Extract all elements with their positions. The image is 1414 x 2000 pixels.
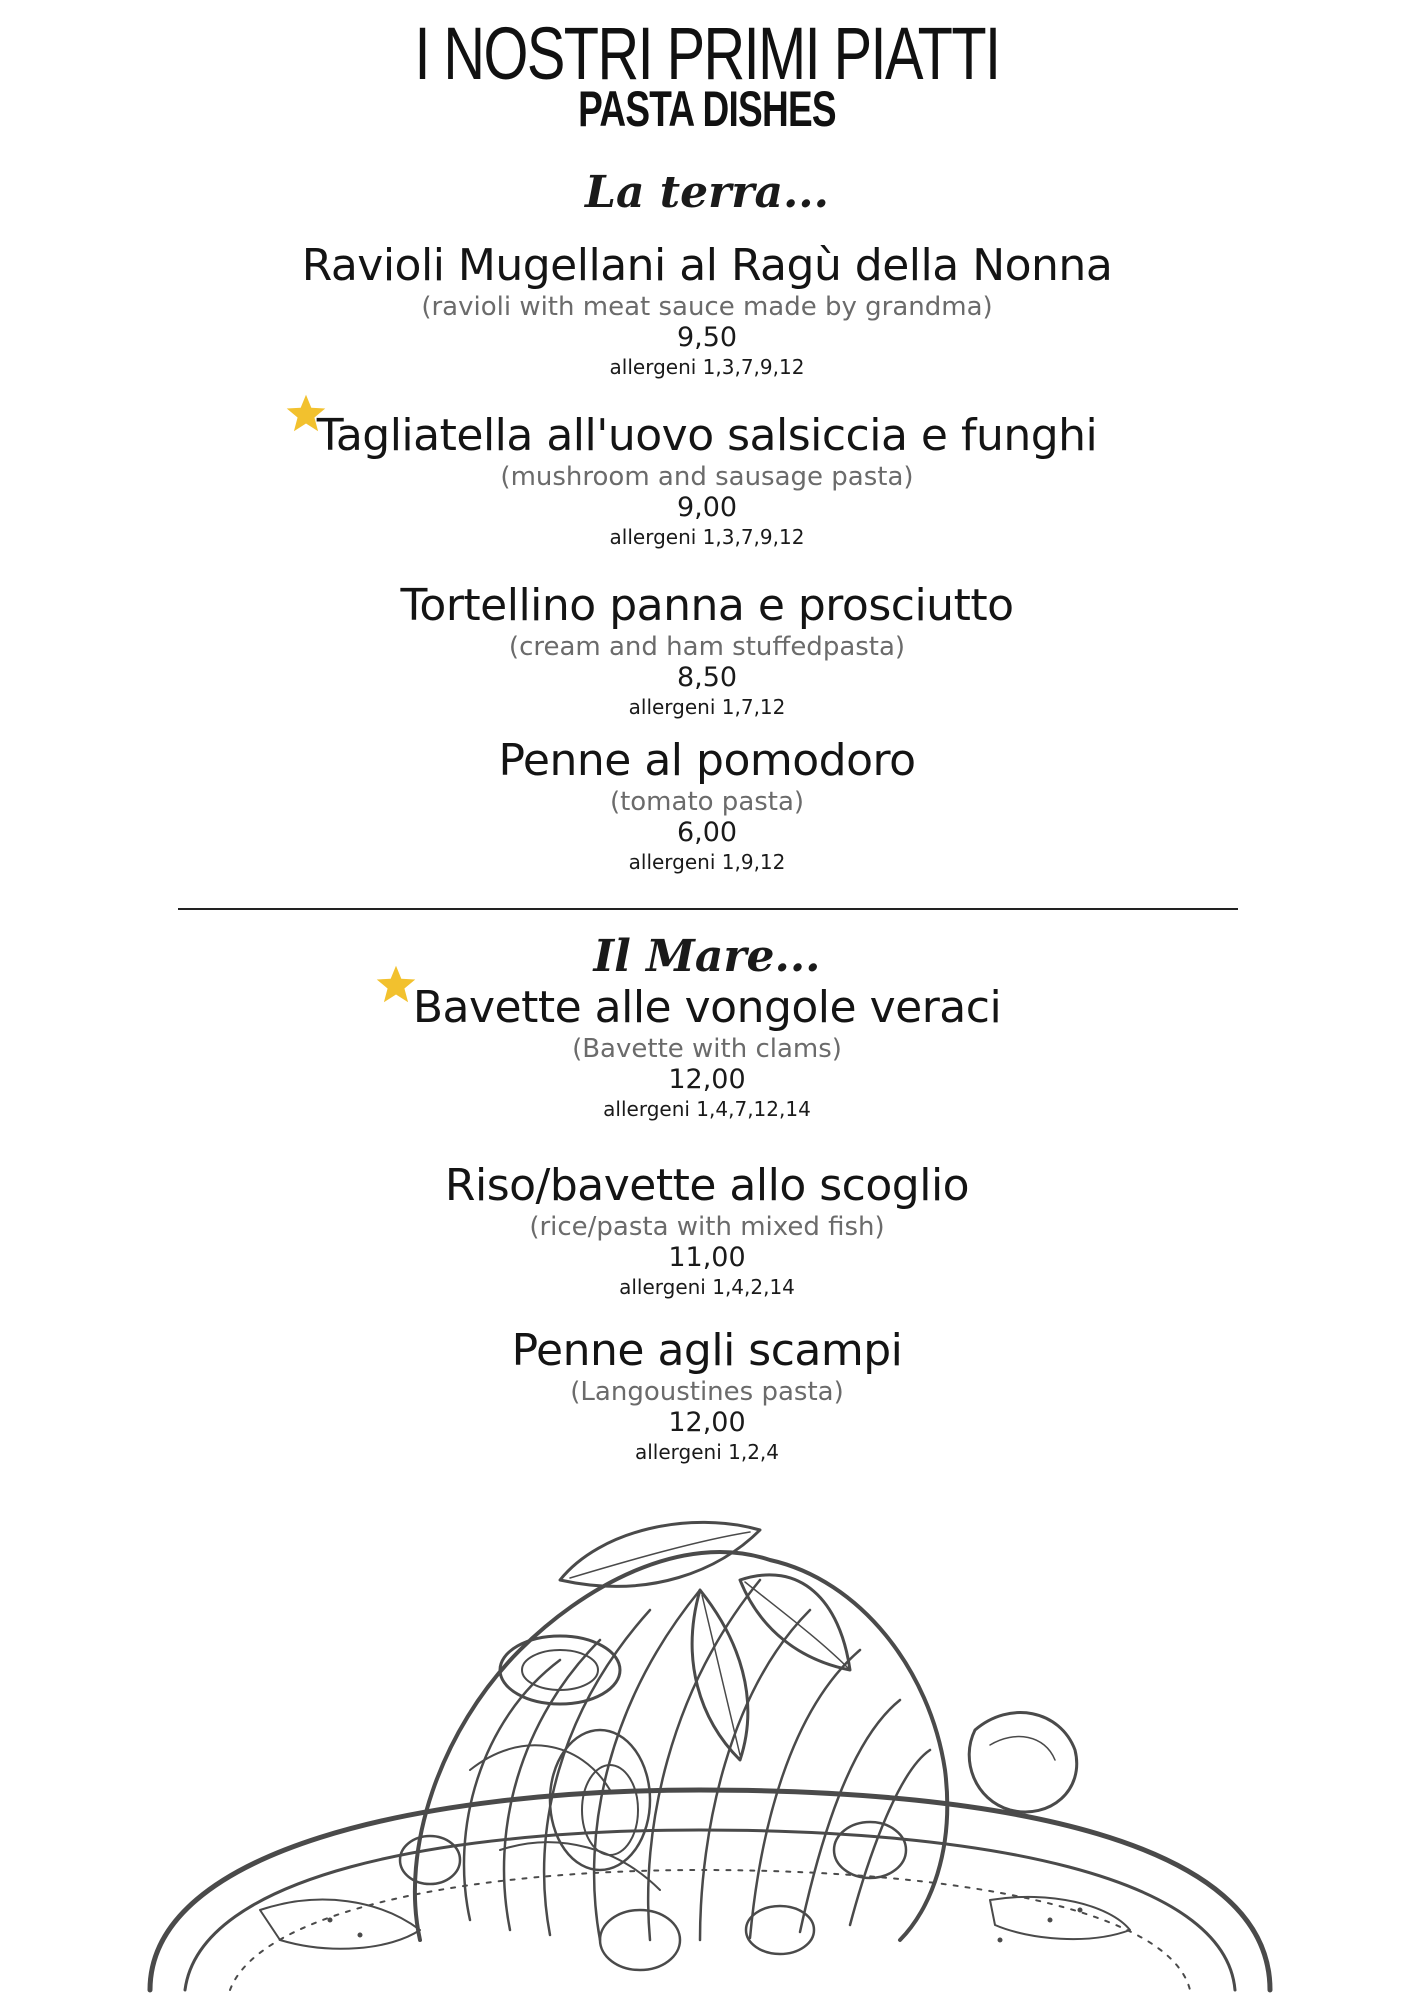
dish-item [0,982,1414,1122]
section-heading-land: La terra... [585,167,829,218]
dish-description: (ravioli with meat sauce made by grandma) [421,292,993,322]
dish-allergens: allergeni 1,4,7,12,14 [603,1097,811,1121]
dish-allergens: allergeni 1,3,7,9,12 [609,355,805,379]
dish-item [0,580,1414,720]
dish-name: Bavette alle vongole veraci [412,982,1002,1033]
section-heading-sea: Il Mare... [593,931,821,982]
dish-item [0,1160,1414,1300]
dish-allergens: allergeni 1,9,12 [628,850,786,874]
dish-name: Penne agli scampi [511,1325,903,1376]
dish-description: (cream and ham stuffedpasta) [508,632,906,662]
dish-allergens: allergeni 1,7,12 [628,695,786,719]
dish-price: 12,00 [668,1407,746,1438]
dish-name: Ravioli Mugellani al Ragù della Nonna [301,240,1113,291]
dish-price: 9,00 [676,492,738,523]
dish-description: (Bavette with clams) [572,1034,842,1064]
dish-name: Penne al pomodoro [498,735,916,786]
pasta-plate-illustration [0,1470,1414,2000]
dish-item [0,410,1414,550]
dish-item [0,240,1414,380]
dish-name: Tortellino panna e prosciutto [400,580,1014,631]
page-subtitle: PASTA DISHES [578,81,836,137]
dish-allergens: allergeni 1,3,7,9,12 [609,525,805,549]
dish-description: (rice/pasta with mixed fish) [529,1212,885,1242]
dish-name: Riso/bavette allo scoglio [444,1160,970,1211]
dish-price: 11,00 [668,1242,746,1273]
dish-description: (tomato pasta) [609,787,805,817]
dish-price: 9,50 [676,322,738,353]
page-title: I NOSTRI PRIMI PIATTI [414,12,1000,95]
dish-price: 12,00 [668,1064,746,1095]
dish-name: Tagliatella all'uovo salsiccia e funghi [316,410,1098,461]
dish-allergens: allergeni 1,2,4 [634,1440,780,1464]
dish-allergens: allergeni 1,4,2,14 [619,1275,795,1299]
dish-description: (mushroom and sausage pasta) [500,462,914,492]
dish-description: (Langoustines pasta) [570,1377,844,1407]
dish-price: 6,00 [676,817,738,848]
section-divider [178,908,1238,910]
dish-price: 8,50 [676,662,738,693]
dish-item [0,735,1414,875]
dish-item [0,1325,1414,1465]
